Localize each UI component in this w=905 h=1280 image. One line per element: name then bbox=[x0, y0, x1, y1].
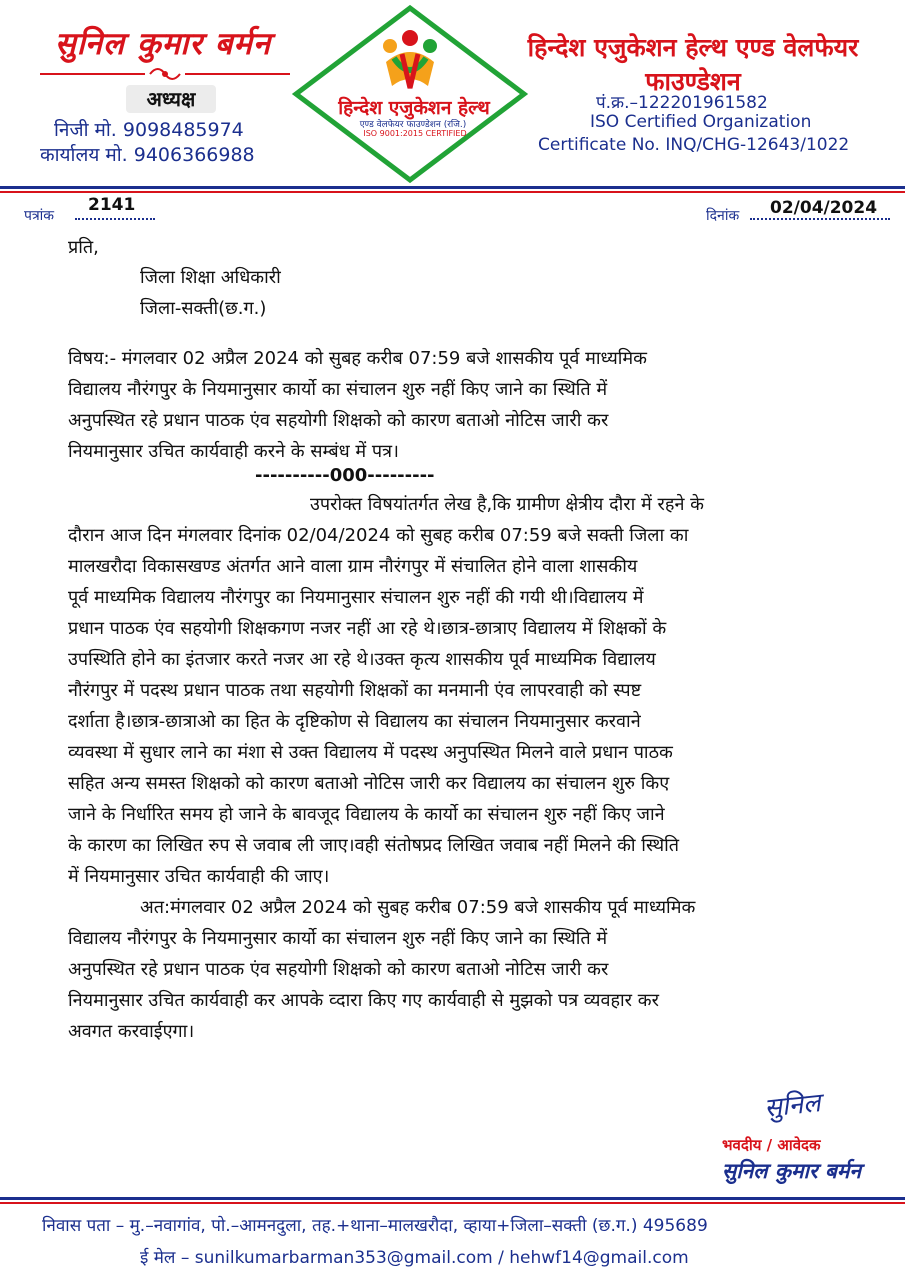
logo-iso: ISO 9001:2015 CERTIFIED bbox=[363, 129, 467, 138]
body-line: के कारण का लिखित रुप से जवाब ली जाए।वही संतोषप्रद लिखित जवाब नहीं मिलने की स्थिति bbox=[68, 835, 680, 856]
header-rule-blue bbox=[0, 186, 905, 189]
body-line: नियमानुसार उचित कार्यवाही कर आपके व्दारा किए गए कार्यवाही से मुझको पत्र व्यवहार कर bbox=[68, 990, 659, 1011]
body-line: दौरान आज दिन मंगलवार दिनांक 02/04/2024 को सुबह करीब 07:59 बजे सक्ती जिला का bbox=[68, 525, 689, 546]
body-line: मालखरौदा विकासखण्ड अंतर्गत आने वाला ग्राम नौरंगपुर में संचालित होने वाला शासकीय bbox=[68, 556, 638, 577]
body-line: नौरंगपुर में पदस्थ प्रधान पाठक तथा सहयोगी शिक्षकों का मनमानी एंव लापरवाही को स्पष्ट bbox=[68, 680, 642, 701]
person-name: सुनिल कुमार बर्मन bbox=[54, 26, 272, 62]
logo-title: हिन्देश एजुकेशन हेल्थ bbox=[338, 97, 490, 119]
addressee-line-2: जिला-सक्ती(छ.ग.) bbox=[140, 298, 267, 319]
body-line: व्यवस्था में सुधार लाने का मंशा से उक्त विद्यालय में पदस्थ अनुपस्थित मिलने वाले प्रधान पाठक bbox=[68, 742, 673, 763]
addressee-to: प्रति, bbox=[68, 237, 99, 258]
letter-date: 02/04/2024 bbox=[770, 198, 878, 218]
body-line: उपस्थिति होने का इंतजार करते नजर आ रहे थे।उक्त कृत्य शासकीय पूर्व माध्यमिक विद्यालय bbox=[68, 649, 656, 670]
body-line: दर्शाता है।छात्र-छात्राओ का हित के दृष्टिकोण से विद्यालय का संचालन नियमानुसार करवाने bbox=[68, 711, 641, 732]
foundation-logo bbox=[290, 2, 530, 184]
body-line: उपरोक्त विषयांतर्गत लेख है,कि ग्रामीण क्षेत्रीय दौरा में रहने के bbox=[310, 494, 704, 515]
signature-label: भवदीय / आवेदक bbox=[722, 1136, 821, 1154]
footer-rule-blue bbox=[0, 1197, 905, 1200]
handwritten-signature: सुनिल bbox=[762, 1088, 822, 1124]
body-line: अवगत करवाईएगा। bbox=[68, 1021, 195, 1042]
body-line: पूर्व माध्यमिक विद्यालय नौरंगपुर का नियमानुसार संचालन शुरु नहीं की गयी थी।विद्यालय में bbox=[68, 587, 644, 608]
signatory-name: सुनिल कुमार बर्मन bbox=[722, 1159, 862, 1183]
subject-line-4: नियमानुसार उचित कार्यवाही करने के सम्बंध में पत्र। bbox=[68, 441, 399, 462]
designation-badge: अध्यक्ष bbox=[126, 85, 216, 113]
iso-certification: ISO Certified Organization bbox=[590, 112, 812, 132]
logo-subtitle: एण्ड वेलफेयर फाउण्डेशन (रजि.) bbox=[359, 120, 467, 130]
body-line: जाने के निर्धारित समय हो जाने के बावजूद विद्यालय के कार्यो का संचालन शुरु नहीं किए जाने bbox=[68, 804, 665, 825]
ornament-divider bbox=[40, 64, 290, 84]
footer-rule-red bbox=[0, 1202, 905, 1204]
body-line: में नियमानुसार उचित कार्यवाही की जाए। bbox=[68, 866, 330, 887]
residence-address: निवास पता – मु.–नवागांव, पो.–आमनदुला, तह.+थाना–मालखरौदा, व्हाया+जिला–सक्ती (छ.ग.) 495689 bbox=[42, 1216, 708, 1236]
registration-number: पं.क्र.–122201961582 bbox=[596, 93, 768, 113]
personal-mobile: निजी मो. 9098485974 bbox=[54, 119, 244, 141]
subject-line-2: विद्यालय नौरंगपुर के नियमानुसार कार्यो का संचालन शुरु नहीं किए जाने का स्थिति में bbox=[68, 379, 608, 400]
email-addresses: ई मेल – sunilkumarbarman353@gmail.com / hehwf14@gmail.com bbox=[140, 1248, 689, 1268]
addressee-line-1: जिला शिक्षा अधिकारी bbox=[140, 267, 281, 288]
body-line: विद्यालय नौरंगपुर के नियमानुसार कार्यो का संचालन शुरु नहीं किए जाने का स्थिति में bbox=[68, 928, 608, 949]
body-line: अत:मंगलवार 02 अप्रैल 2024 को सुबह करीब 07:59 बजे शासकीय पूर्व माध्यमिक bbox=[140, 897, 696, 918]
header-rule-red bbox=[0, 191, 905, 193]
office-mobile: कार्यालय मो. 9406366988 bbox=[40, 144, 255, 166]
reference-label: पत्रांक bbox=[24, 208, 55, 224]
organization-title: हिन्देश एजुकेशन हेल्थ एण्ड वेलफेयर फाउण्डेशन bbox=[527, 33, 859, 96]
subject-line-3: अनुपस्थित रहे प्रधान पाठक एंव सहयोगी शिक्षको को कारण बताओ नोटिस जारी कर bbox=[68, 410, 609, 431]
body-line: सहित अन्य समस्त शिक्षको को कारण बताओ नोटिस जारी कर विद्यालय का संचालन शुरु किए bbox=[68, 773, 670, 794]
body-line: अनुपस्थित रहे प्रधान पाठक एंव सहयोगी शिक्षको को कारण बताओ नोटिस जारी कर bbox=[68, 959, 609, 980]
date-label: दिनांक bbox=[706, 208, 740, 224]
reference-number: 2141 bbox=[88, 195, 136, 215]
subject-line-1: विषय:- मंगलवार 02 अप्रैल 2024 को सुबह करीब 07:59 बजे शासकीय पूर्व माध्यमिक bbox=[68, 348, 648, 369]
section-divider: ----------000--------- bbox=[255, 465, 435, 486]
certificate-number: Certificate No. INQ/CHG-12643/1022 bbox=[538, 135, 850, 155]
body-line: प्रधान पाठक एंव सहयोगी शिक्षकगण नजर नहीं आ रहे थे।छात्र-छात्राए विद्यालय में शिक्षकों के bbox=[68, 618, 667, 639]
